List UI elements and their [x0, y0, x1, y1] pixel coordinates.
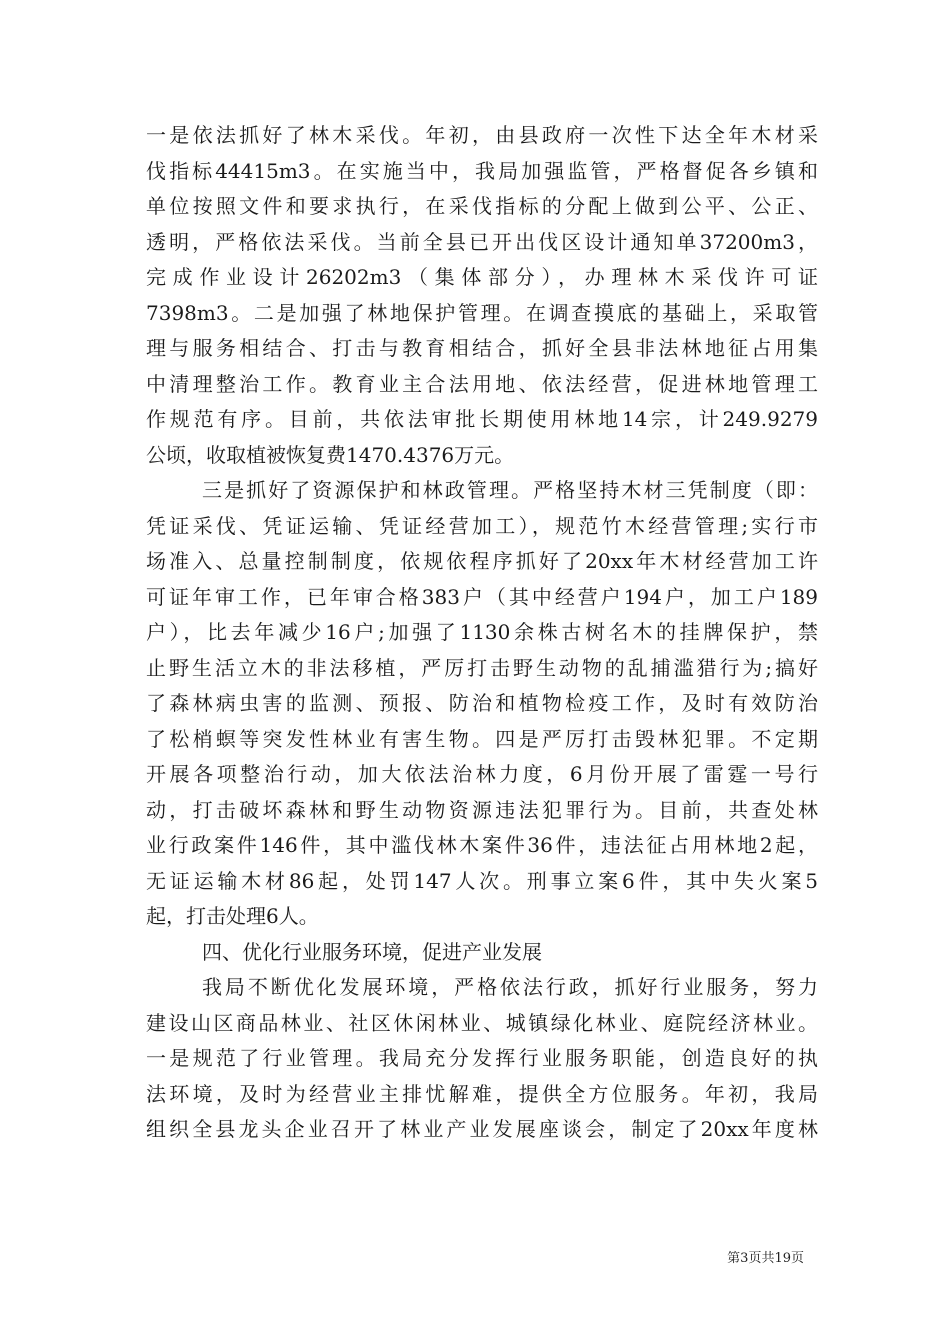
- text-line: 三是抓好了资源保护和林政管理。严格坚持木材三凭制度（即：: [202, 478, 818, 502]
- text-line: 一是规范了行业管理。我局充分发挥行业服务职能，创造良好的执: [146, 1046, 818, 1070]
- text-line: 起，打击处理6人。: [146, 904, 319, 928]
- page-number: 第3页共19页: [727, 1251, 804, 1266]
- text-line: 止野生活立木的非法移植，严厉打击野生动物的乱捕滥猎行为;搞好: [146, 655, 818, 680]
- text-line: 公顷，收取植被恢复费1470.4376万元。: [146, 442, 515, 467]
- text-line: 法环境，及时为经营业主排忧解难，提供全方位服务。年初，我局: [146, 1081, 818, 1106]
- text-line: 完成作业设计26202m3（集体部分），办理林木采伐许可证: [146, 265, 818, 289]
- text-line: 开展各项整治行动，加大依法治林力度，6月份开展了雷霆一号行: [146, 762, 818, 786]
- body-text: [146, 118, 818, 1148]
- text-line: 了森林病虫害的监测、预报、防治和植物检疫工作，及时有效防治: [146, 691, 818, 715]
- text-line: 了松梢螟等突发性林业有害生物。四是严厉打击毁林犯罪。不定期: [146, 726, 818, 751]
- text-line: 伐指标44415m3。在实施当中，我局加强监管，严格督促各乡镇和: [146, 158, 818, 183]
- section-heading: 四、优化行业服务环境，促进产业发展: [202, 939, 542, 964]
- text-line: 可证年审工作，已年审合格383户（其中经营户194户，加工户189: [146, 584, 818, 609]
- text-line: 动，打击破坏森林和野生动物资源违法犯罪行为。目前，共查处林: [146, 797, 818, 822]
- text-line: 场准入、总量控制制度，依规依程序抓好了20xx年木材经营加工许: [146, 549, 818, 573]
- text-line: 户），比去年减少16户;加强了1130余株古树名木的挂牌保护，禁: [146, 620, 818, 644]
- text-line: 业行政案件146件，其中滥伐林木案件36件，违法征占用林地2起，: [146, 833, 818, 857]
- text-line: 建设山区商品林业、社区休闲林业、城镇绿化林业、庭院经济林业。: [146, 1010, 818, 1035]
- text-line: 我局不断优化发展环境，严格依法行政，抓好行业服务，努力: [202, 975, 818, 999]
- text-line: 一是依法抓好了林木采伐。年初，由县政府一次性下达全年木材采: [146, 123, 818, 147]
- text-line: 理与服务相结合、打击与教育相结合，抓好全县非法林地征占用集: [146, 336, 818, 360]
- text-line: 单位按照文件和要求执行，在采伐指标的分配上做到公平、公正、: [146, 194, 818, 218]
- text-line: 凭证采伐、凭证运输、凭证经营加工），规范竹木经营管理;实行市: [146, 513, 818, 538]
- text-line: 透明，严格依法采伐。当前全县已开出伐区设计通知单37200m3，: [146, 229, 818, 254]
- text-line: 7398m3。二是加强了林地保护管理。在调查摸底的基础上，采取管: [146, 300, 818, 325]
- text-line: 无证运输木材86起，处罚147人次。刑事立案6件，其中失火案5: [146, 868, 818, 893]
- text-line: 中清理整治工作。教育业主合法用地、依法经营，促进林地管理工: [146, 371, 818, 396]
- text-line: 作规范有序。目前，共依法审批长期使用林地14宗，计249.9279: [146, 407, 818, 431]
- text-line: 组织全县龙头企业召开了林业产业发展座谈会，制定了20xx年度林: [146, 1117, 818, 1141]
